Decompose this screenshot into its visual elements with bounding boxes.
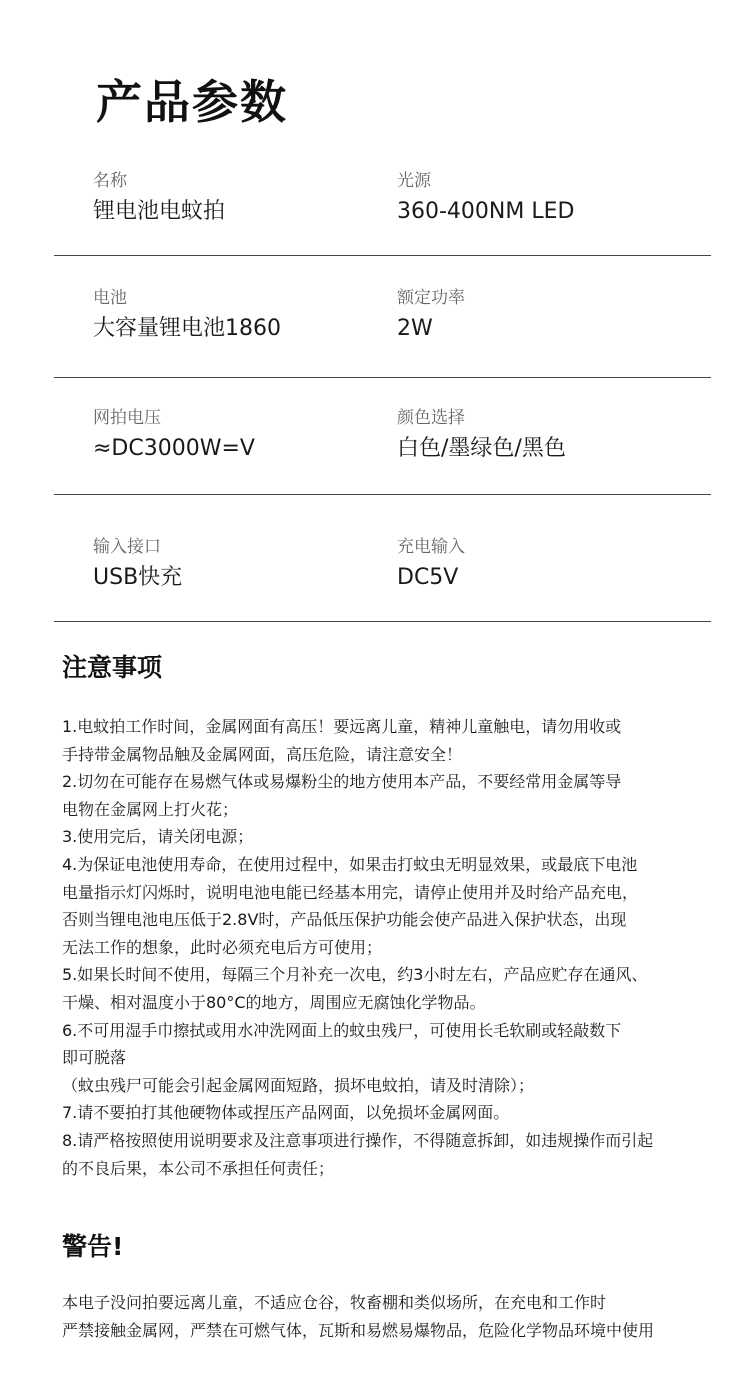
spec-label: 额定功率 [397, 288, 465, 308]
warning-line: 严禁接触金属网，严禁在可燃气体，瓦斯和易燃易爆物品，危险化学物品环境中使用 [62, 1321, 655, 1340]
spec-item-voltage [93, 406, 255, 464]
spec-label: 名称 [93, 171, 127, 191]
spec-label: 输入接口 [93, 537, 161, 557]
notes-heading: 注意事项 [62, 653, 163, 682]
note-line: 5.如果长时间不使用，每隔三个月补充一次电，约3小时左右，产品应贮存在通风、 [62, 965, 648, 985]
spec-label: 充电输入 [397, 537, 465, 557]
note-line: 电量指示灯闪烁时，说明电池电能已经基本用完，请停止使用并及时给产品充电， [62, 882, 639, 902]
note-line: 2.切勿在可能存在易燃气体或易爆粉尘的地方使用本产品，不要经常用金属等导 [62, 772, 622, 792]
spec-value: ≈DC3000W=V [93, 436, 255, 461]
spec-value: USB快充 [93, 565, 183, 590]
note-line: 4.为保证电池使用寿命，在使用过程中，如果击打蚊虫无明显效果，或最底下电池 [62, 854, 638, 874]
note-line: 手持带金属物品触及金属网面，高压危险，请注意安全！ [62, 744, 463, 764]
notes-list [62, 713, 742, 1182]
spec-item-rated-power [397, 286, 465, 344]
spec-row [54, 378, 711, 495]
note-line: 的不良后果，本公司不承担任何责任； [62, 1158, 335, 1178]
note-line: 6.不可用湿手巾擦拭或用水冲洗网面上的蚊虫残尸，可使用长毛软刷或轻敲数下 [62, 1020, 622, 1040]
spec-row [54, 256, 711, 378]
spec-row [54, 495, 711, 622]
spec-item-light-source [397, 169, 574, 227]
spec-label: 颜色选择 [397, 408, 465, 428]
spec-value: 2W [397, 316, 433, 341]
page-title: 产品参数 [96, 75, 288, 129]
spec-item-charge-input [397, 535, 465, 593]
spec-item-color [397, 406, 566, 464]
note-line: 8.请严格按照使用说明要求及注意事项进行操作，不得随意拆卸，如违规操作而引起 [62, 1130, 654, 1150]
spec-table [54, 166, 711, 622]
note-line: 干燥、相对温度小于80°C的地方，周围应无腐蚀化学物品。 [62, 992, 486, 1012]
spec-row [54, 166, 711, 256]
warning-text [62, 1289, 742, 1345]
spec-value: 大容量锂电池1860 [93, 316, 281, 341]
spec-value: DC5V [397, 565, 459, 590]
spec-label: 光源 [397, 171, 431, 191]
spec-item-input-port [93, 535, 182, 593]
note-line: 即可脱落 [62, 1048, 127, 1068]
warning-heading: 警告! [62, 1232, 124, 1261]
spec-label: 网拍电压 [93, 408, 161, 428]
note-line: 无法工作的想象，此时必须充电后方可使用； [62, 937, 383, 957]
note-line: 1.电蚊拍工作时间，金属网面有高压！要远离儿童，精神儿童触电，请勿用收或 [62, 717, 622, 736]
note-line: 7.请不要拍打其他硬物体或捏压产品网面，以免损坏金属网面。 [62, 1103, 510, 1123]
note-line: 3.使用完后，请关闭电源； [62, 827, 254, 847]
spec-value: 白色/墨绿色/黑色 [397, 436, 566, 461]
note-line: （蚊虫残尸可能会引起金属网面短路，损坏电蚊拍，请及时清除）； [62, 1075, 535, 1095]
spec-item-name [93, 169, 225, 227]
note-line: 电物在金属网上打火花； [62, 799, 239, 819]
spec-value: 360-400NM LED [397, 199, 575, 224]
spec-value: 锂电池电蚊拍 [93, 199, 226, 224]
spec-item-battery [93, 286, 281, 344]
warning-line: 本电子没问拍要远离儿童，不适应仓谷，牧畜棚和类似场所，在充电和工作时 [62, 1293, 607, 1312]
spec-label: 电池 [93, 288, 127, 308]
note-line: 否则当锂电池电压低于2.8V时，产品低压保护功能会使产品进入保护状态，出现 [62, 910, 627, 930]
